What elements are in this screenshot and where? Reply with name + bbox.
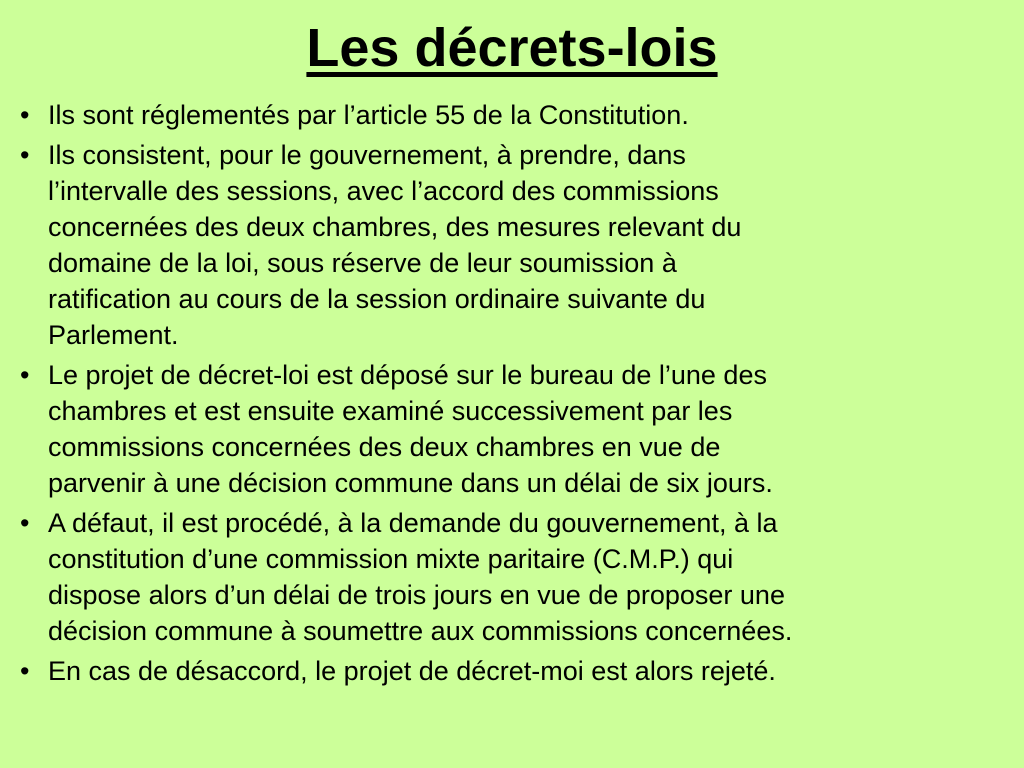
bullet-icon: • [20,508,30,538]
bullet-text: En cas de désaccord, le projet de décret-moi est alors rejeté. [48,656,776,686]
bullet-item [20,97,1000,133]
bullet-icon: • [20,100,30,130]
bullet-item [20,653,1000,689]
slide-title: Les décrets-lois [306,18,718,78]
bullet-text: Ils consistent, pour le gouvernement, à prendre, dans l’intervalle des sessions, avec l’accord des commissions concernées des deux chambres, des mesures relevant du domaine de la loi, sous réserve de leur soumission à ratification au cours de la session ordinaire suivante du Parlement. [48,140,742,350]
bullet-text: Le projet de décret-loi est déposé sur le bureau de l’une des chambres et est ensuite examiné successivement par les commissions concernées des deux chambres en vue de parvenir à une décision commune dans un délai de six jours. [48,360,773,498]
bullet-icon: • [20,656,30,686]
bullet-text: A défaut, il est procédé, à la demande du gouvernement, à la constitution d’une commission mixte paritaire (C.M.P.) qui dispose alors d’un délai de trois jours en vue de proposer une décision commune à soumettre aux commissions concernées. [48,508,793,646]
bullet-icon: • [20,140,30,170]
bullet-item [20,137,1000,353]
bullet-text: Ils sont réglementés par l’article 55 de la Constitution. [48,100,689,130]
bullet-item [20,505,1000,649]
bullet-icon: • [20,360,30,390]
bullet-item [20,357,1000,501]
bullet-list [20,97,1000,693]
